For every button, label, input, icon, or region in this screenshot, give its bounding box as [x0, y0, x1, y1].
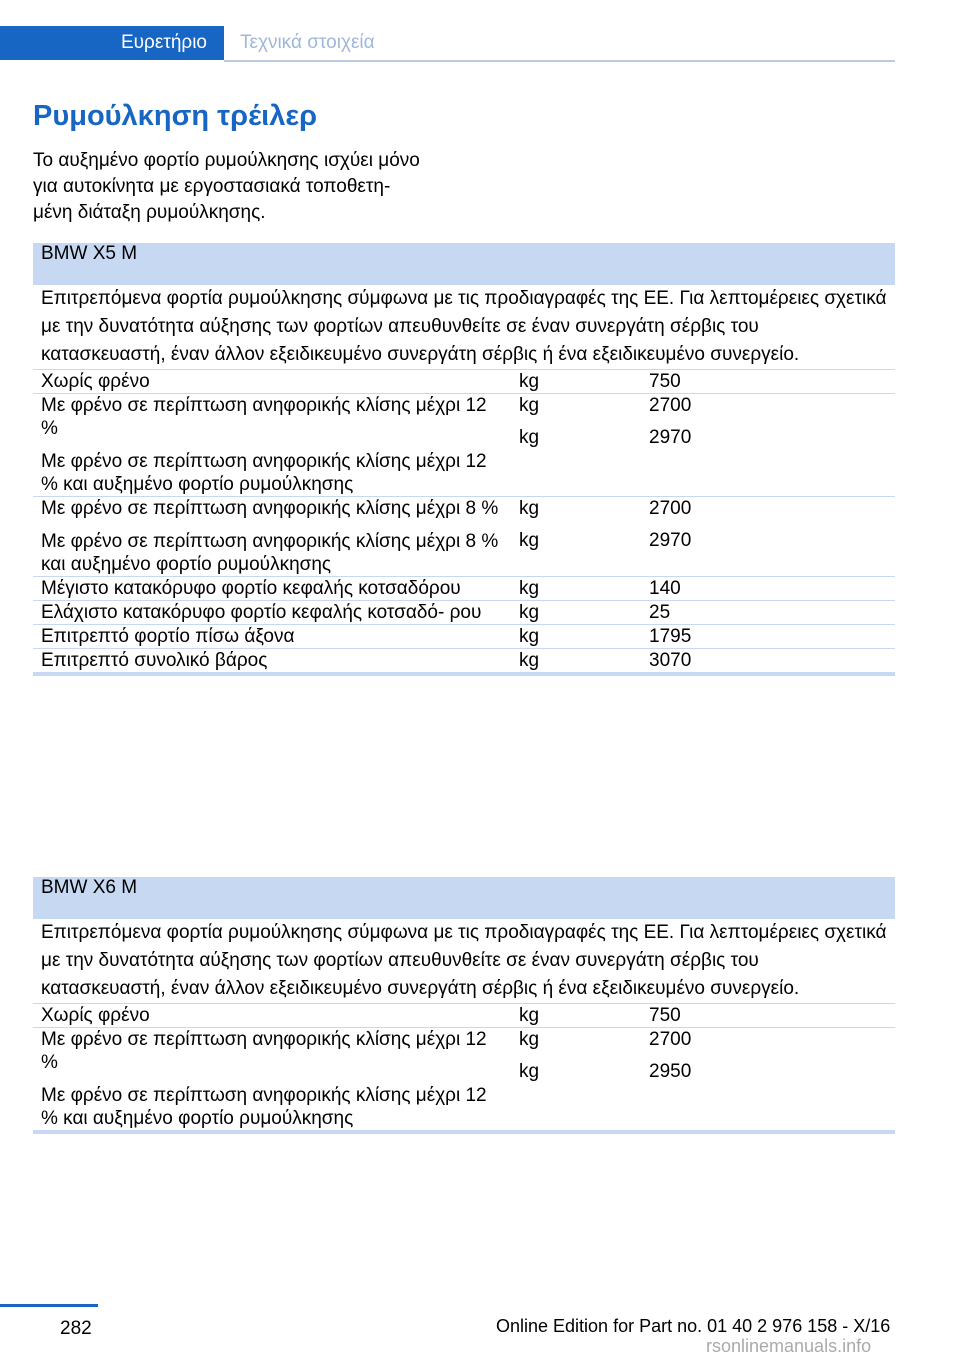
row-unit: kg [519, 530, 540, 551]
row-unit: kg [519, 498, 540, 519]
row-value: 2700 [649, 498, 692, 519]
edition-note: Online Edition for Part no. 01 40 2 976 158 - X/16 [496, 1316, 891, 1336]
table-row [33, 577, 895, 601]
row-value: 2700 [649, 395, 692, 416]
row-label: Χωρίς φρένο [33, 370, 511, 394]
table-row [33, 1004, 895, 1028]
table-row [33, 370, 895, 394]
row-value: 750 [641, 370, 895, 394]
row-unit: kg [519, 395, 540, 416]
row-unit-cell [511, 394, 641, 497]
row-value: 1795 [641, 625, 895, 649]
row-label: Ελάχιστο κατακόρυφο φορτίο κεφαλής κοτσαδό- ρου [33, 601, 511, 625]
row-label-cell [33, 394, 511, 497]
row-value-cell [641, 394, 895, 497]
intro-line: μένη διάταξη ρυμούλκησης. [33, 202, 266, 223]
page-number: 282 [60, 1318, 92, 1339]
intro-text [33, 148, 463, 226]
spec-table-x6m [33, 877, 895, 1134]
table-model-header: BMW X6 M [33, 877, 895, 919]
row-label: Μέγιστο κατακόρυφο φορτίο κεφαλής κοτσαδόρου [33, 577, 511, 601]
tab-underline [224, 60, 895, 62]
table-row [33, 649, 895, 675]
table-note: Επιτρεπόμενα φορτία ρυμούλκησης σύμφωνα με τις προδιαγραφές της ΕΕ. Για λεπτομέρειες σχετικά με την δυνατότητα αύξησης των φορτίων απευθυνθείτε σε έναν συνεργάτη σέρβις του κατασκευαστή, έναν άλλον εξειδικευμένο συνεργάτη σέρβις ή ένα εξειδικευμένο συνεργείο. [33, 285, 895, 370]
row-value: 25 [641, 601, 895, 625]
table-row [33, 601, 895, 625]
row-label-cell [33, 1028, 511, 1133]
row-value-cell [641, 497, 895, 577]
row-label: Με φρένο σε περίπτωση ανηφορικής κλίσης μέχρι 12 % [41, 1029, 487, 1073]
row-unit: kg [519, 1029, 540, 1050]
row-unit: kg [511, 601, 641, 625]
row-label: Επιτρεπτό φορτίο πίσω άξονα [33, 625, 511, 649]
table-note: Επιτρεπόμενα φορτία ρυμούλκησης σύμφωνα με τις προδιαγραφές της ΕΕ. Για λεπτομέρειες σχετικά με την δυνατότητα αύξησης των φορτίων απευθυνθείτε σε έναν συνεργάτη σέρβις του κατασκευαστή, έναν άλλον εξειδικευμένο συνεργάτη σέρβις ή ένα εξειδικευμένο συνεργείο. [33, 919, 895, 1004]
row-unit: kg [519, 427, 540, 448]
row-value: 2700 [649, 1029, 692, 1050]
row-label: Με φρένο σε περίπτωση ανηφορικής κλίσης μέχρι 12 % και αυξημένο φορτίο ρυμούλκησης [41, 451, 487, 495]
spec-table-x5m [33, 243, 895, 676]
header-tabs [0, 26, 895, 62]
row-label: Με φρένο σε περίπτωση ανηφορικής κλίσης μέχρι 8 % [41, 498, 499, 519]
intro-line: για αυτοκίνητα με εργοστασιακά τοποθετη- [33, 176, 391, 197]
table-row [33, 394, 895, 497]
row-label: Με φρένο σε περίπτωση ανηφορικής κλίσης μέχρι 8 % και αυξημένο φορτίο ρυμούλκησης [41, 531, 499, 575]
footer-rule [0, 1304, 98, 1307]
row-value: 2970 [649, 530, 692, 551]
row-unit: kg [511, 577, 641, 601]
intro-line: Το αυξημένο φορτίο ρυμούλκησης ισχύει μόνο [33, 150, 420, 171]
row-label: Με φρένο σε περίπτωση ανηφορικής κλίσης μέχρι 12 % και αυξημένο φορτίο ρυμούλκησης [41, 1085, 487, 1129]
tab-technical-data[interactable]: Τεχνικά στοιχεία [240, 32, 375, 53]
row-unit-cell [511, 1028, 641, 1133]
row-unit: kg [511, 1004, 641, 1028]
row-value: 750 [641, 1004, 895, 1028]
section-title: Ρυμούλκηση τρέιλερ [33, 100, 318, 132]
row-unit: kg [511, 625, 641, 649]
row-value: 140 [641, 577, 895, 601]
tab-index[interactable]: Ευρετήριο [0, 26, 224, 60]
table-row [33, 497, 895, 577]
row-value: 3070 [641, 649, 895, 675]
row-value-cell [641, 1028, 895, 1133]
row-label-cell [33, 497, 511, 577]
row-unit: kg [511, 370, 641, 394]
row-unit-cell [511, 497, 641, 577]
row-label: Με φρένο σε περίπτωση ανηφορικής κλίσης μέχρι 12 % [41, 395, 487, 439]
table-model-header: BMW X5 M [33, 243, 895, 285]
row-label: Επιτρεπτό συνολικό βάρος [33, 649, 511, 675]
table-row [33, 625, 895, 649]
row-unit: kg [519, 1061, 540, 1082]
row-value: 2970 [649, 427, 692, 448]
watermark: rsonlinemanuals.info [706, 1336, 872, 1356]
table-row [33, 1028, 895, 1133]
row-unit: kg [511, 649, 641, 675]
row-value: 2950 [649, 1061, 692, 1082]
row-label: Χωρίς φρένο [33, 1004, 511, 1028]
